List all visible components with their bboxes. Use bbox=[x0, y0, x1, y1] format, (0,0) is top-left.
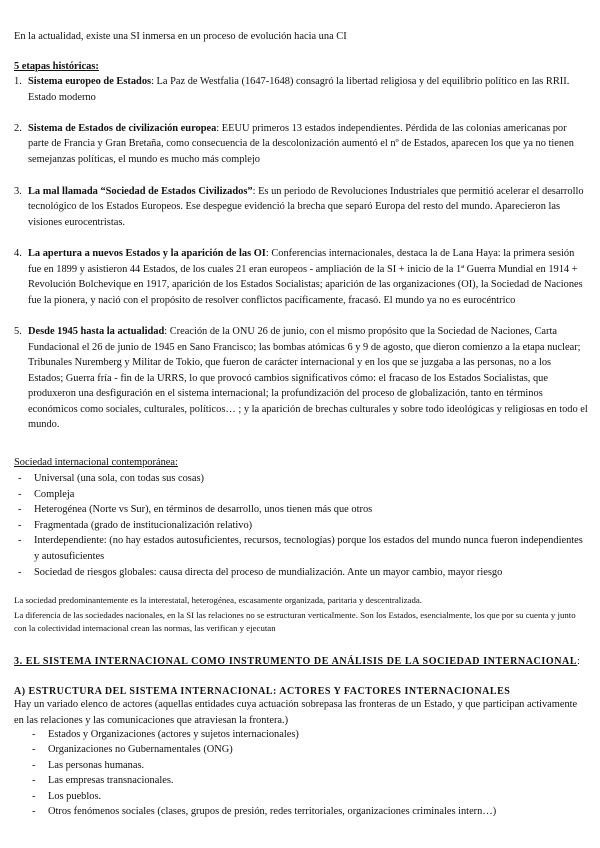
list-item bbox=[14, 502, 588, 518]
dash-bullet: - bbox=[18, 519, 22, 531]
list-item bbox=[14, 565, 588, 581]
dash-bullet: - bbox=[18, 488, 22, 500]
list-item bbox=[14, 518, 588, 534]
sociedad-list bbox=[14, 471, 588, 580]
dash-bullet: - bbox=[32, 775, 36, 787]
list-item-text: Organizaciones no Gubernamentales (ONG) bbox=[48, 744, 233, 756]
dash-bullet: - bbox=[32, 744, 36, 756]
list-item-text: Interdependiente: (no hay estados autosuficientes, recursos, tecnologías) porque los estados del mundo nunca fueron independientes y autosuficientes bbox=[34, 535, 583, 562]
etapas-list bbox=[14, 74, 588, 449]
etapas-heading: 5 etapas históricas: bbox=[14, 61, 99, 72]
etapa-text: : Creación de la ONU 26 de junio, con el mismo propósito que la Sociedad de Naciones, Carta Fundacional el 26 de junio de 1945 en Sano Francisco; las bombas atómicas 6 y 9 de agosto, que dieron comienzo a la etapa nuclear; Tribunales Nuremberg y Militar de Tokio, que fueron de carácter internacional y en los que se juzgaba a las personas, no a los Estados; Guerra fría - fin de la URRS, lo que provocó cambios significativos cómo: el fracaso de los Estados Socialistas, que produxeron una desfiguración en el sistema internacional; la profundización del proceso de globalización, tanto en términos económicos como sociales, culturales, políticos… ; y la aparición de brechas culturales y sobre todo ideológicas y religiosas en todo el mundo. bbox=[28, 325, 588, 431]
list-item bbox=[14, 487, 588, 503]
etapa-number: 1. bbox=[14, 76, 22, 87]
list-item bbox=[14, 758, 588, 773]
dash-bullet: - bbox=[18, 535, 22, 547]
list-item bbox=[14, 804, 588, 819]
list-item-text: Las personas humanas. bbox=[48, 759, 145, 771]
etapa-title: La apertura a nuevos Estados y la aparición de las OI bbox=[28, 247, 266, 259]
etapa-number: 2. bbox=[14, 122, 22, 134]
etapa-title: Sistema de Estados de civilización europea bbox=[28, 122, 217, 134]
list-item-text: Fragmentada (grado de institucionalización relativo) bbox=[34, 519, 253, 531]
list-item-text: Sociedad de riesgos globales: causa directa del proceso de mundialización. Ante un mayor cambio, mayor riesgo bbox=[34, 566, 503, 578]
etapa-item bbox=[14, 324, 588, 433]
list-item bbox=[14, 742, 588, 757]
list-item-text: Los pueblos. bbox=[48, 790, 102, 802]
sociedad-heading: Sociedad internacional contemporánea: bbox=[14, 457, 178, 468]
list-item-text: Estados y Organizaciones (actores y sujetos internacionales) bbox=[48, 729, 299, 740]
etapa-text: : EEUU primeros 13 estados independientes. Pérdida de las colonias americanas por parte de Francia y Gran Bretaña, como consecuencia de la descolonización aumentó el nº de Estados, aparecen los que ya no tienen semejanzas políticas, el mundo es mucho más complejo bbox=[28, 122, 574, 165]
dash-bullet: - bbox=[32, 790, 36, 802]
etapa-number: 4. bbox=[14, 247, 22, 259]
list-item bbox=[14, 471, 588, 487]
list-item-text: Otros fenómenos sociales (clases, grupos de presión, redes territoriales, organizaciones criminales intern…) bbox=[48, 806, 497, 818]
dash-bullet: - bbox=[18, 504, 22, 516]
section-3-colon: : bbox=[577, 656, 581, 667]
dash-bullet: - bbox=[32, 729, 36, 740]
summary-note-1: La sociedad predominantemente es la interestatal, heterogénea, escasamente organizada, paritaria y descentralizada. bbox=[14, 595, 422, 605]
section-3-title: 3. EL SISTEMA INTERNACIONAL COMO INSTRUMENTO DE ANÁLISIS DE LA SOCIEDAD INTERNACIONAL bbox=[14, 656, 578, 667]
etapa-title: Desde 1945 hasta la actualidad bbox=[28, 325, 165, 337]
etapa-item bbox=[14, 184, 588, 231]
list-item-text: Compleja bbox=[34, 488, 75, 500]
dash-bullet: - bbox=[32, 759, 36, 771]
list-item bbox=[14, 789, 588, 804]
section-3-heading bbox=[14, 654, 588, 670]
section-a-heading: A) ESTRUCTURA DEL SISTEMA INTERNACIONAL: ACTORES Y FACTORES INTERNACIONALES bbox=[14, 686, 511, 697]
actors-list bbox=[14, 727, 588, 819]
etapa-title: La mal llamada “Sociedad de Estados Civilizados” bbox=[28, 185, 253, 197]
etapa-item bbox=[14, 121, 588, 168]
dash-bullet: - bbox=[32, 806, 36, 818]
etapa-item bbox=[14, 246, 588, 308]
dash-bullet: - bbox=[18, 473, 22, 484]
etapa-number: 3. bbox=[14, 185, 22, 197]
actors-intro-paragraph: Hay un variado elenco de actores (aquellas entidades cuya actuación sobrepasa las fronteras de un Estado, y que participan activamente en las relaciones y las comunicaciones que atraviesan la frontera.) bbox=[14, 699, 578, 726]
list-item bbox=[14, 727, 588, 742]
list-item-text: Heterogénea (Norte vs Sur), en términos de desarrollo, unos tienen más que otros bbox=[34, 504, 373, 516]
list-item bbox=[14, 773, 588, 788]
list-item-text: Las empresas transnacionales. bbox=[48, 775, 174, 787]
intro-paragraph: En la actualidad, existe una SI inmersa en un proceso de evolución hacia una CI bbox=[14, 31, 347, 42]
etapa-text: : Conferencias internacionales, destaca la de Lana Haya: la primera sesión fue en 1899 y asistieron 44 Estados, de los cuales 21 eran europeos - ampliación de la SI + inicio de la 1ª Guerra Mundial en 1914 + Revolución Bolchevique en 1917, aparición de los Estados Socialistas; aparición de las organizaciones (OI), la Sociedad de Naciones fue la pionera, y nació con el propósito de resolver conflictos pacíficamente, fracasó. El mundo ya no es eurocéntrico bbox=[28, 247, 583, 306]
etapa-number: 5. bbox=[14, 325, 22, 337]
etapa-title: Sistema europeo de Estados bbox=[28, 76, 152, 87]
etapa-item bbox=[14, 74, 588, 105]
etapa-text: : Es un periodo de Revoluciones Industriales que permitió acelerar el desarrollo tecnológico de los Estados Europeos. Ese despegue evidenció la brecha que separó Europa del resto del mundo. Aparecieron las visiones eurocentristas. bbox=[28, 185, 584, 228]
summary-note-2: La diferencia de las sociedades nacionales, en la SI las relaciones no se estructuran verticalmente. Son los Estados, esencialmente, los que por su cuenta y junto con la colectividad internacional crean las normas, las verifican y ejecutan bbox=[14, 610, 576, 633]
etapa-text: : La Paz de Westfalia (1647-1648) consagró la libertad religiosa y del equilibrio político en las RRII. Estado moderno bbox=[28, 76, 570, 103]
list-item bbox=[14, 533, 588, 564]
list-item-text: Universal (una sola, con todas sus cosas) bbox=[34, 473, 204, 484]
dash-bullet: - bbox=[18, 566, 22, 578]
